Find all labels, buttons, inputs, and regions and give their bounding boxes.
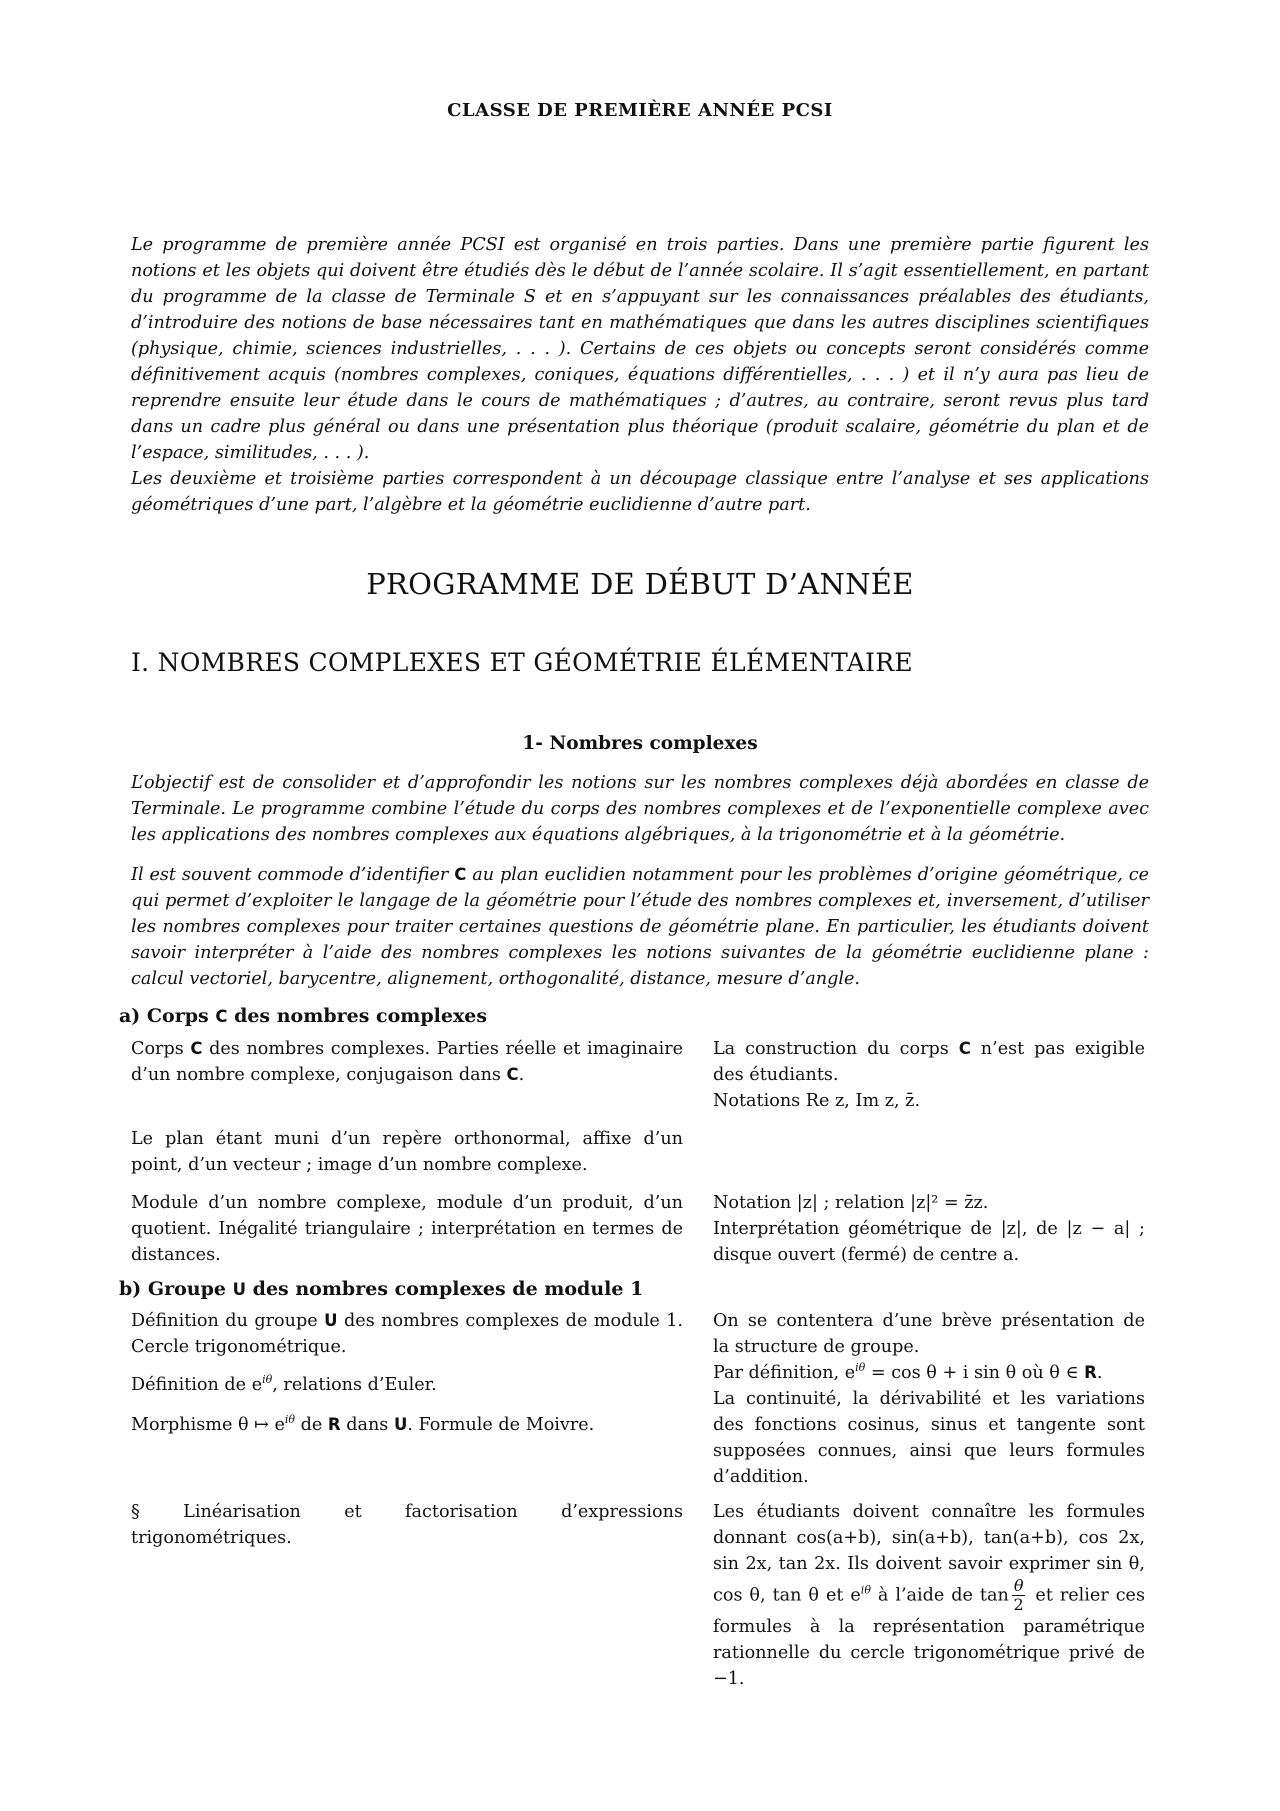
section-b-right-2 bbox=[713, 1360, 1145, 1386]
fraction-denominator: 2 bbox=[1013, 1595, 1024, 1614]
exponent: iθ bbox=[284, 1413, 296, 1427]
section-a-right-1 bbox=[713, 1036, 1145, 1114]
section-a-left-3: Module d’un nombre complexe, module d’un produit, d’un quotient. Inégalité triangulaire ; interprétation en termes de distances. bbox=[131, 1193, 683, 1265]
section-title-text: des nombres complexes bbox=[234, 1005, 488, 1027]
complex-set-symbol: C bbox=[454, 865, 467, 884]
cell-text: Par définition, e bbox=[713, 1363, 856, 1383]
cell-text: des nombres complexes. Parties réelle et imaginaire d’un nombre complexe, conjugaison dans bbox=[131, 1039, 684, 1085]
cell-text: . Formule de Moivre. bbox=[407, 1415, 595, 1435]
section-b-right-4 bbox=[713, 1499, 1145, 1692]
exponent: iθ bbox=[860, 1583, 871, 1597]
cell-text: et relier ces formules à la représentation paramétrique rationnelle du cercle trigonométrique privé de −1. bbox=[713, 1585, 1145, 1689]
cell-text: à l’aide de tan bbox=[877, 1585, 1009, 1606]
section-b-left-2 bbox=[131, 1372, 683, 1398]
main-heading: PROGRAMME DE DÉBUT D’ANNÉE bbox=[366, 567, 914, 601]
cell-text: Interprétation géométrique de |z|, de |z − a| ; disque ouvert (fermé) de centre a. bbox=[713, 1219, 1145, 1265]
cell-text: n’est pas exigible des étudiants. bbox=[713, 1039, 1146, 1085]
cell-text: Définition du groupe bbox=[131, 1311, 318, 1331]
cell-text: dans bbox=[346, 1415, 389, 1435]
section-title-text: b) Groupe bbox=[119, 1278, 226, 1300]
section-a-left-1 bbox=[131, 1036, 683, 1088]
section-a-title bbox=[119, 1005, 487, 1027]
cell-text: Morphisme θ ↦ e bbox=[131, 1415, 285, 1435]
cell-text: des nombres complexes de module 1. Cercle trigonométrique. bbox=[131, 1311, 683, 1357]
cell-text: Les étudiants doivent connaître les formules donnant cos(a+b), sin(a+b), tan(a+b), cos 2x, sin 2x, tan 2x. Ils doivent savoir exprimer sin θ, cos θ, tan θ et e bbox=[713, 1502, 1145, 1606]
intro-paragraph-1: Le programme de première année PCSI est organisé en trois parties. Dans une première partie figurent les notions et les objets qui doivent être étudiés dès le début de l’année scolaire. Il s’agit essentiellement, en partant du programme de la classe de Terminale S et en s’appuyant sur les connaissances préalables des étudiants, d’introduire des notions de base nécessaires tant en mathématiques que dans les autres disciplines scientifiques (physique, chimie, sciences industrielles, . . . ). Certains de ces objets ou concepts seront considérés comme définitivement acquis (nombres complexes, coniques, équations différentielles, . . . ) et il n’y aura pas lieu de reprendre ensuite leur étude dans le cours de mathématiques ; d’autres, au contraire, seront revus plus tard dans un cadre plus général ou dans une présentation plus théorique (produit scalaire, géométrie du plan et de l’espace, similitudes, . . . ). bbox=[131, 235, 1149, 463]
part-heading: I. NOMBRES COMPLEXES ET GÉOMÉTRIE ÉLÉMENTAIRE bbox=[131, 648, 913, 677]
section-b-left-1 bbox=[131, 1308, 683, 1360]
cell-text: , relations d’Euler. bbox=[272, 1375, 437, 1395]
complex-set-symbol: C bbox=[958, 1039, 971, 1058]
objective-text: Il est souvent commode d’identifier bbox=[131, 865, 449, 885]
exponent: iθ bbox=[262, 1373, 273, 1387]
unit-group-symbol: U bbox=[324, 1311, 338, 1330]
cell-text: . bbox=[518, 1065, 525, 1085]
section-b-right-3: La continuité, la dérivabilité et les variations des fonctions cosinus, sinus et tangente sont supposées connues, ainsi que leurs formules d’addition. bbox=[713, 1389, 1145, 1487]
unit-group-symbol: U bbox=[232, 1280, 247, 1299]
real-set-symbol: R bbox=[1084, 1363, 1097, 1382]
exponent: iθ bbox=[855, 1361, 866, 1375]
cell-text: Notations Re z, Im z, z̄. bbox=[713, 1091, 921, 1111]
objective-text: au plan euclidien notamment pour les problèmes d’origine géométrique, ce qui permet d’exploiter le langage de la géométrie pour l’étude des nombres complexes et, inversement, d’utiliser les nombres complexes pour traiter certaines questions de géométrie plane. En particulier, les étudiants doivent savoir interpréter à l’aide des nombres complexes les notions suivantes de la géométrie euclidienne plane : calcul vectoriel, barycentre, alignement, orthogonalité, distance, mesure d’angle. bbox=[131, 865, 1150, 989]
section-a-right-3 bbox=[713, 1190, 1145, 1268]
complex-set-symbol: C bbox=[190, 1039, 203, 1058]
sub-heading: 1- Nombres complexes bbox=[522, 733, 758, 754]
cell-text: Définition de e bbox=[131, 1375, 263, 1395]
class-title: CLASSE DE PREMIÈRE ANNÉE PCSI bbox=[447, 100, 833, 121]
section-b-left-4: § Linéarisation et factorisation d’expressions trigonométriques. bbox=[131, 1502, 683, 1548]
intro-paragraph-2: Les deuxième et troisième parties correspondent à un découpage classique entre l’analyse et ses applications géométriques d’une part, l’algèbre et la géométrie euclidienne d’autre part. bbox=[131, 469, 1149, 515]
complex-set-symbol: C bbox=[215, 1007, 228, 1026]
cell-text: = cos θ + i sin θ où θ ∈ bbox=[870, 1363, 1079, 1383]
real-set-symbol: R bbox=[327, 1415, 341, 1434]
cell-text: de bbox=[300, 1415, 323, 1435]
section-b-title bbox=[119, 1278, 643, 1300]
fraction-theta-over-2 bbox=[1012, 1577, 1026, 1614]
unit-group-symbol: U bbox=[393, 1415, 408, 1434]
intro-text bbox=[131, 232, 1149, 518]
section-b-right-1: On se contentera d’une brève présentation de la structure de groupe. bbox=[713, 1311, 1145, 1357]
cell-text: Notation |z| ; relation |z|² = z̄z. bbox=[713, 1193, 989, 1213]
cell-text: La construction du corps bbox=[713, 1039, 949, 1059]
section-title-text: des nombres complexes de module 1 bbox=[252, 1278, 644, 1300]
objective-paragraph-2 bbox=[131, 862, 1149, 992]
cell-text: Corps bbox=[131, 1039, 184, 1059]
section-a-left-2: Le plan étant muni d’un repère orthonormal, affixe d’un point, d’un vecteur ; image d’un nombre complexe. bbox=[131, 1129, 683, 1175]
section-title-text: a) Corps bbox=[119, 1005, 209, 1027]
section-b-left-3 bbox=[131, 1412, 683, 1438]
complex-set-symbol: C bbox=[506, 1065, 519, 1084]
fraction-numerator: θ bbox=[1013, 1576, 1024, 1595]
objective-paragraph-1: L’objectif est de consolider et d’approfondir les notions sur les nombres complexes déjà abordées en classe de Terminale. Le programme combine l’étude du corps des nombres complexes et de l’exponentielle complexe avec les applications des nombres complexes aux équations algébriques, à la trigonométrie et à la géométrie. bbox=[131, 773, 1149, 845]
cell-text: . bbox=[1096, 1363, 1103, 1383]
